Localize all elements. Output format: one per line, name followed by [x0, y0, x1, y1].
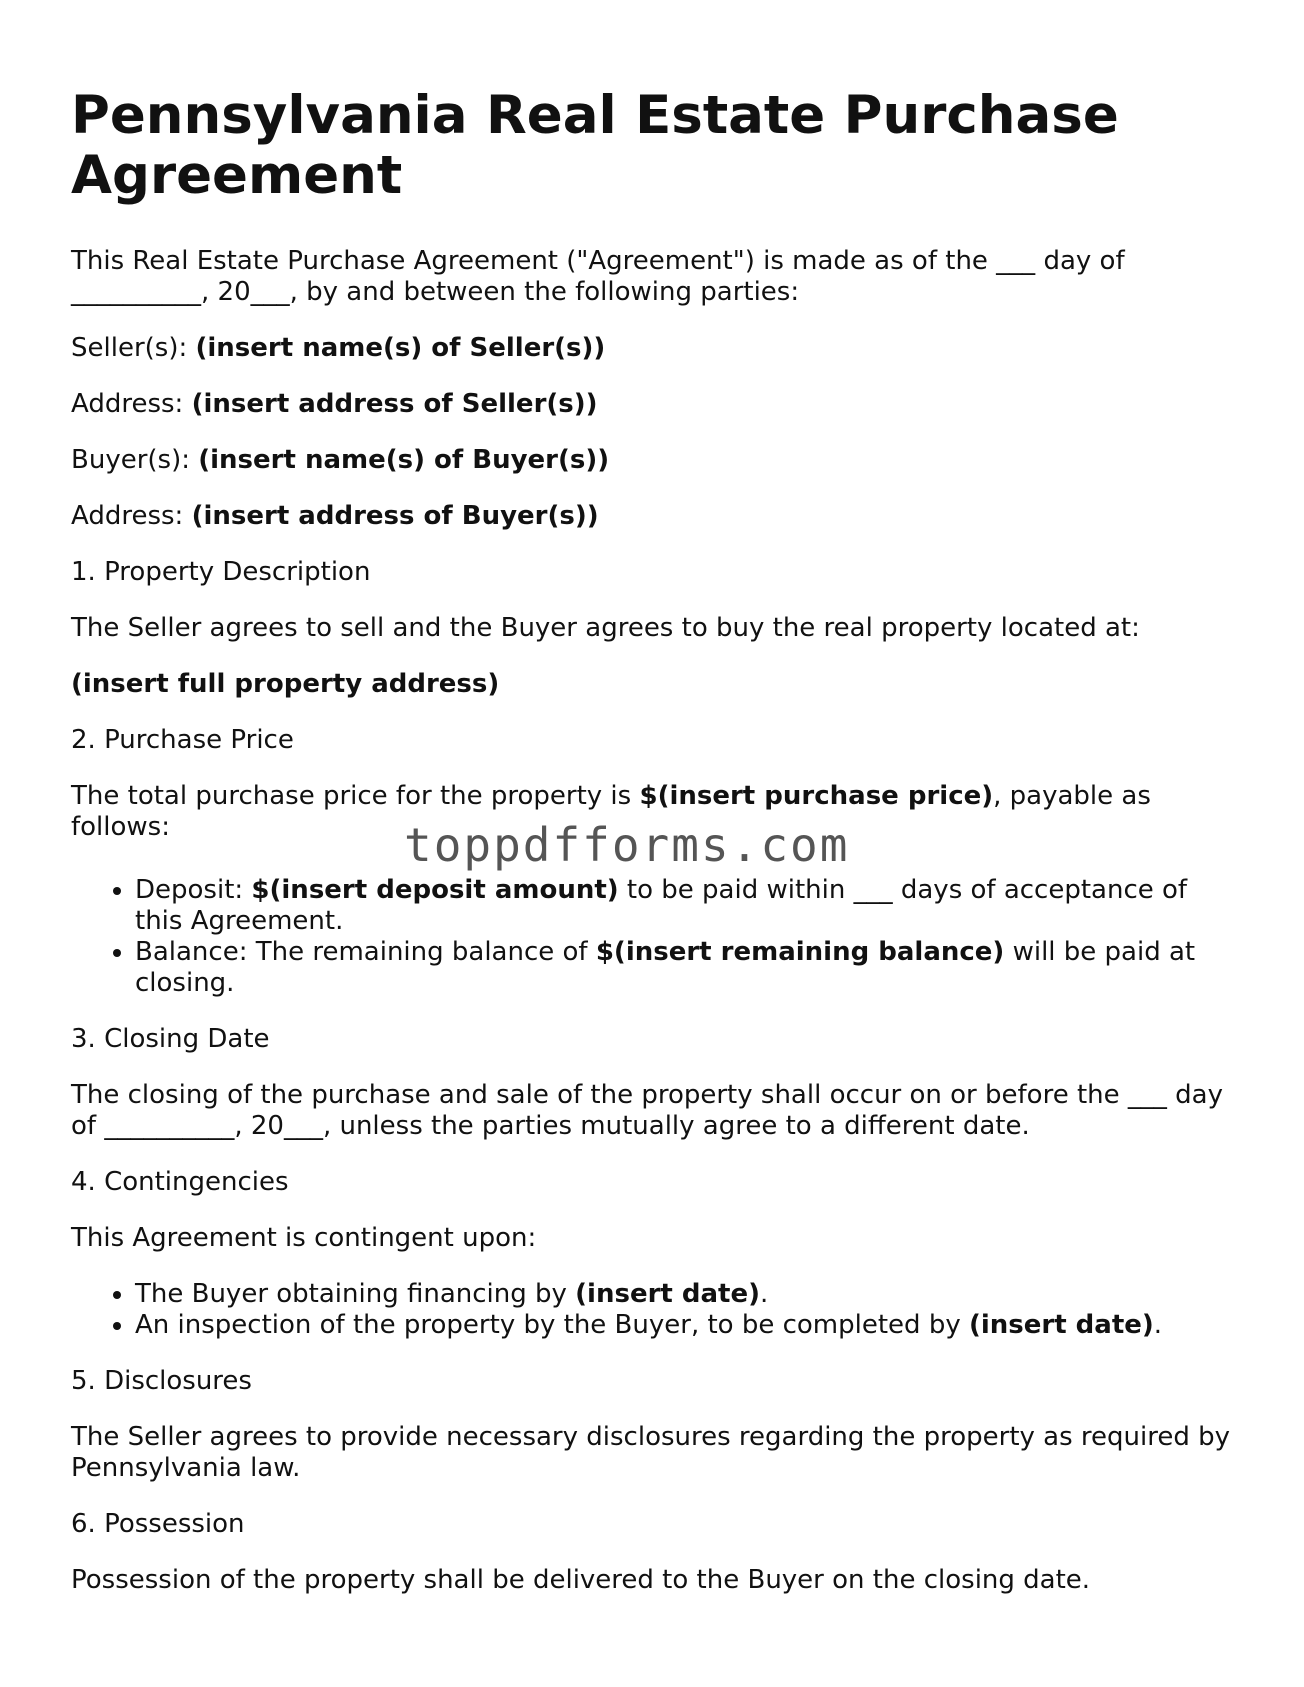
contingency-post: .	[1153, 1310, 1163, 1340]
seller-name-line	[71, 333, 1231, 364]
price-text-post: , payable as follows:	[71, 781, 1151, 842]
watermark: toppdfforms.com	[404, 818, 850, 872]
deposit-pre: Deposit:	[135, 875, 252, 905]
section-2-text	[71, 781, 1231, 843]
balance-amount-value: $(insert remaining balance)	[595, 937, 1005, 967]
deposit-post: to be paid within ___ days of acceptance of this Agreement.	[135, 875, 1188, 936]
buyer-address-label: Address:	[71, 501, 184, 531]
seller-address-label: Address:	[71, 389, 184, 419]
buyer-address-line	[71, 501, 1231, 532]
contingency-list	[71, 1279, 1231, 1341]
property-address-line	[71, 669, 1231, 700]
buyer-address-value: (insert address of Buyer(s))	[191, 501, 599, 531]
balance-item	[135, 937, 1231, 999]
section-6-text: Possession of the property shall be delivered to the Buyer on the closing date.	[71, 1565, 1091, 1595]
buyer-name-value: (insert name(s) of Buyer(s))	[198, 445, 610, 475]
contingency-date: (insert date)	[575, 1279, 760, 1309]
section-3-text: The closing of the purchase and sale of the property shall occur on or before the ___ day of __________, 20___, unless the parties mutually agree to a different date.	[71, 1080, 1223, 1141]
section-4-heading: 4. Contingencies	[71, 1167, 289, 1197]
seller-address-value: (insert address of Seller(s))	[191, 389, 598, 419]
balance-pre: Balance: The remaining balance of	[135, 937, 596, 967]
seller-address-line	[71, 389, 1231, 420]
section-2-heading: 2. Purchase Price	[71, 725, 294, 755]
contingency-post: .	[760, 1279, 769, 1309]
section-5-heading: 5. Disclosures	[71, 1366, 252, 1396]
section-5-text: The Seller agrees to provide necessary disclosures regarding the property as required by Pennsylvania law.	[71, 1422, 1231, 1483]
price-text-pre: The total purchase price for the property is	[71, 781, 640, 811]
buyer-name-label: Buyer(s):	[71, 445, 190, 475]
purchase-price-value: $(insert purchase price)	[639, 781, 994, 811]
contingency-pre: The Buyer obtaining financing by	[135, 1279, 576, 1309]
document-page	[71, 86, 1231, 1621]
seller-name-label: Seller(s):	[71, 333, 188, 363]
intro-paragraph: This Real Estate Purchase Agreement ("Agreement") is made as of the ___ day of __________, 20___, by and between the following parties:	[71, 246, 1125, 307]
section-6-heading: 6. Possession	[71, 1509, 245, 1539]
property-address-value: (insert full property address)	[71, 669, 500, 699]
payment-list	[71, 875, 1231, 999]
seller-name-value: (insert name(s) of Seller(s))	[195, 333, 606, 363]
document-title: Pennsylvania Real Estate Purchase Agreement	[71, 85, 1119, 206]
contingency-pre: An inspection of the property by the Buyer, to be completed by	[135, 1310, 969, 1340]
buyer-name-line	[71, 445, 1231, 476]
balance-post: will be paid at closing.	[135, 937, 1196, 998]
deposit-item	[135, 875, 1231, 937]
section-1-heading: 1. Property Description	[71, 557, 371, 587]
contingency-date: (insert date)	[968, 1310, 1154, 1340]
contingency-item	[135, 1279, 1231, 1310]
section-4-text: This Agreement is contingent upon:	[71, 1223, 537, 1253]
contingency-item	[135, 1310, 1231, 1341]
section-1-text: The Seller agrees to sell and the Buyer agrees to buy the real property located at:	[71, 613, 1140, 643]
section-3-heading: 3. Closing Date	[71, 1024, 270, 1054]
deposit-amount-value: $(insert deposit amount)	[251, 875, 619, 905]
